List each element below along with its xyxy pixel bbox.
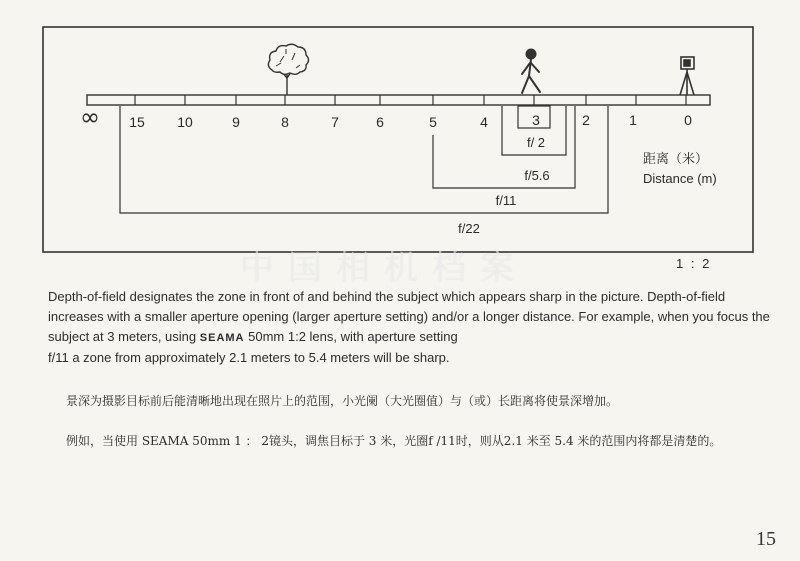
- distance-scale-bar: [87, 95, 710, 105]
- watermark: 中国相机档案: [240, 248, 528, 288]
- scale-label-15: 15: [129, 114, 145, 130]
- scale-label-8: 8: [281, 114, 289, 130]
- camera-tripod-icon: [680, 57, 694, 95]
- distance-label-en: Distance (m): [643, 171, 717, 186]
- aperture-label-f5-6: f/5.6: [524, 168, 550, 183]
- english-paragraph: [48, 287, 778, 368]
- scale-label-2: 2: [582, 112, 590, 128]
- scale-label-6: 6: [376, 114, 384, 130]
- tree-icon: [268, 44, 308, 95]
- aperture-label-f2: f/ 2: [526, 135, 546, 150]
- scale-label-9: 9: [232, 114, 240, 130]
- scale-label-4: 4: [480, 114, 488, 130]
- diagram-frame: [43, 27, 753, 252]
- scale-label-7: 7: [331, 114, 339, 130]
- chinese-paragraph-1: 景深为摄影目标前后能清晰地出现在照片上的范围，小光阑（大光圈值）与（或）长距离将使景深增加。: [66, 394, 619, 408]
- scale-label-5: 5: [429, 114, 437, 130]
- aperture-label-f11: f/11: [495, 193, 517, 208]
- scale-label-3: 3: [532, 112, 540, 128]
- english-text-3: f/11 a zone from approximately 2.1 meters to 5.4 meters will be sharp.: [48, 350, 450, 365]
- page-number: 15: [756, 528, 776, 550]
- distance-label-zh: 距离（米）: [643, 152, 709, 167]
- aperture-label-f22: f/22: [458, 221, 480, 236]
- bracket-f5-6: [433, 106, 575, 188]
- brand-name: SEAMA: [199, 332, 245, 344]
- person-icon: [522, 50, 540, 94]
- scale-label-10: 10: [177, 114, 193, 130]
- english-text-1: Depth-of-field designates the zone in front of and behind the subject which appears sharp in the picture. Depth-of-field increases with a smaller aperture opening (larger aperture setting) and/or a longer distance. For example, when you focus the subject at 3 meters, using: [48, 289, 770, 344]
- scale-label-1: 1: [629, 112, 637, 128]
- chinese-paragraph-2: 例如，当使用 SEAMA 50mm 1 ： 2镜头，调焦目标于 3 米，光圈f /11时，则从2.1 米至 5.4 米的范围内将都是清楚的。: [66, 434, 722, 448]
- infinity-symbol: ∞: [80, 103, 100, 131]
- ratio-label: 1 : 2: [676, 256, 712, 271]
- english-text-2: 50mm 1:2 lens, with aperture setting: [248, 329, 458, 344]
- scale-label-0: 0: [684, 112, 692, 128]
